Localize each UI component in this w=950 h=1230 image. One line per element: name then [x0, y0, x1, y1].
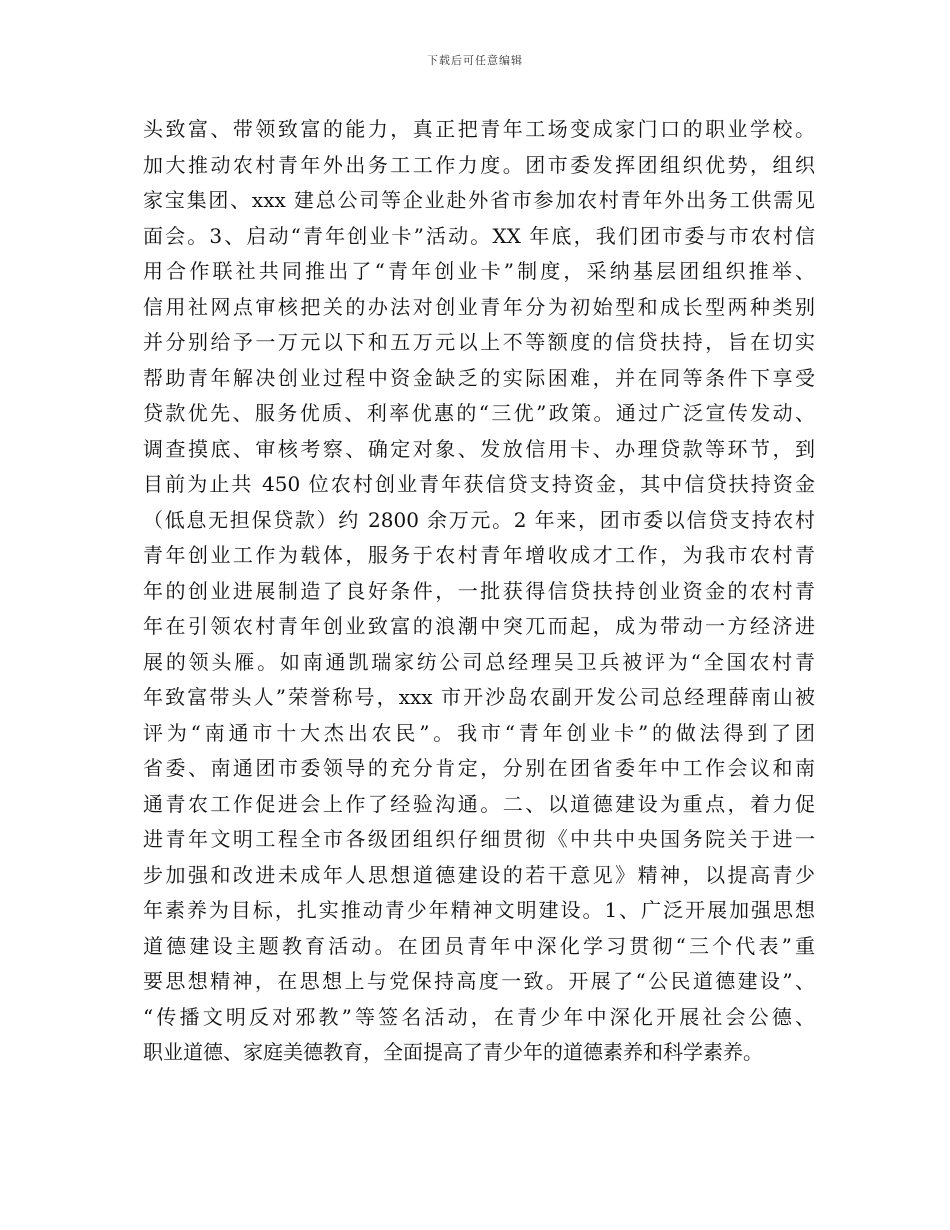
- body-line-1: 头致富、带领致富的能力，真正把青年工场变成家门口的职业学校。: [143, 117, 815, 141]
- body-line-21: 进青年文明工程全市各级团组织仔细贯彻《中共中央国务院关于进一: [143, 827, 815, 851]
- body-line-3: 家宝集团、xxx 建总公司等企业赴外省市参加农村青年外出务工供需见: [143, 188, 815, 212]
- body-line-11: 目前为止共 450 位农村创业青年获信贷支持资金，其中信贷扶持资金: [143, 472, 815, 496]
- body-line-18: 评为“南通市十大杰出农民”。我市“青年创业卡”的做法得到了团: [143, 720, 815, 745]
- body-line-27: 职业道德、家庭美德教育，全面提高了青少年的道德素养和科学素养。: [143, 1040, 763, 1064]
- body-line-16: 展的领头雁。如南通凯瑞家纺公司总经理吴卫兵被评为“全国农村青: [143, 649, 815, 674]
- body-line-10: 调查摸底、审核考察、确定对象、发放信用卡、办理贷款等环节，到: [143, 436, 815, 461]
- body-line-19: 省委、南通团市委领导的充分肯定，分别在团省委年中工作会议和南: [143, 756, 815, 780]
- body-line-23: 年素养为目标，扎实推动青少年精神文明建设。1、广泛开展加强思想: [143, 898, 815, 922]
- body-line-6: 信用社网点审核把关的办法对创业青年分为初始型和成长型两种类别: [143, 294, 815, 319]
- body-line-2: 加大推动农村青年外出务工工作力度。团市委发挥团组织优势，组织: [143, 152, 815, 177]
- body-line-14: 年的创业进展制造了良好条件，一批获得信贷扶持创业资金的农村青: [143, 578, 815, 603]
- body-line-25: 要思想精神，在思想上与党保持高度一致。开展了“公民道德建设”、: [143, 969, 815, 993]
- body-line-22: 步加强和改进未成年人思想道德建设的若干意见》精神，以提高青少: [143, 862, 815, 887]
- body-line-4: 面会。3、启动“青年创业卡”活动。XX 年底，我们团市委与市农村信: [143, 223, 815, 248]
- body-line-9: 贷款优先、服务优质、利率优惠的“三优”政策。通过广泛宣传发动、: [143, 401, 815, 425]
- body-line-20: 通青农工作促进会上作了经验沟通。二、以道德建设为重点，着力促: [143, 791, 815, 816]
- page-header: 下载后可任意编辑: [427, 54, 523, 67]
- body-line-17: 年致富带头人”荣誉称号，xxx 市开沙岛农副开发公司总经理薛南山被: [143, 685, 815, 709]
- body-line-13: 青年创业工作为载体，服务于农村青年增收成才工作，为我市农村青: [143, 543, 815, 567]
- body-line-8: 帮助青年解决创业过程中资金缺乏的实际困难，并在同等条件下享受: [143, 365, 815, 390]
- body-line-7: 并分别给予一万元以下和五万元以上不等额度的信贷扶持，旨在切实: [143, 330, 815, 354]
- document-body: [143, 112, 815, 1071]
- body-line-24: 道德建设主题教育活动。在团员青年中深化学习贯彻“三个代表”重: [143, 933, 815, 958]
- body-line-26: “传播文明反对邪教”等签名活动，在青少年中深化开展社会公德、: [143, 1004, 815, 1029]
- body-line-12: （低息无担保贷款）约 2800 余万元。2 年来，团市委以信贷支持农村: [143, 507, 815, 532]
- body-line-15: 年在引领农村青年创业致富的浪潮中突兀而起，成为带动一方经济进: [143, 614, 815, 638]
- body-line-5: 用合作联社共同推出了“青年创业卡”制度，采纳基层团组织推举、: [143, 259, 815, 283]
